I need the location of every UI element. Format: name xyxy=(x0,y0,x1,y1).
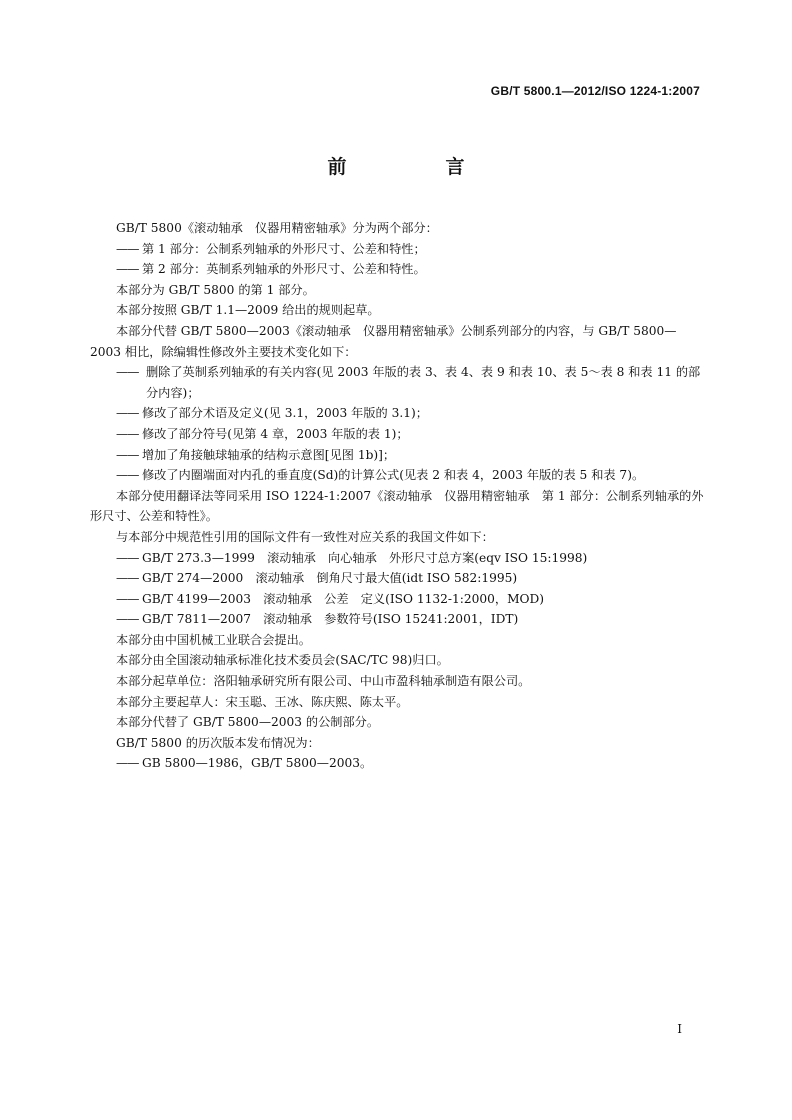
list-item-text: GB/T 4199—2003 滚动轴承 公差 定义(ISO 1132-1:2000，MOD) xyxy=(142,591,545,606)
list-item-text: 增加了角接触球轴承的结构示意图[见图 1b)]； xyxy=(142,447,396,462)
list-item xyxy=(90,548,705,569)
list-item-text: GB/T 274—2000 滚动轴承 倒角尺寸最大值(idt ISO 582:1995) xyxy=(142,571,518,586)
dash-bullet xyxy=(116,609,142,630)
list-item-text: 第 2 部分：英制系列轴承的外形尺寸、公差和特性。 xyxy=(142,262,426,277)
list-item-text: GB/T 7811—2007 滚动轴承 参数符号(ISO 15241:2001，IDT) xyxy=(142,612,519,627)
dash-bullet xyxy=(116,424,142,445)
dash-bullet xyxy=(116,568,142,589)
list-item xyxy=(90,445,705,466)
paragraph: 本部分为 GB/T 5800 的第 1 部分。 xyxy=(116,282,315,297)
foreword-body xyxy=(90,218,705,774)
page-number: I xyxy=(677,1022,682,1036)
paragraph: GB/T 5800《滚动轴承 仪器用精密轴承》分为两个部分： xyxy=(116,221,438,235)
list-item xyxy=(90,753,705,774)
dash-bullet xyxy=(116,445,142,466)
list-item-text: 第 1 部分：公制系列轴承的外形尺寸、公差和特性； xyxy=(142,241,426,256)
standard-number: GB/T 5800.1—2012/ISO 1224-1:2007 xyxy=(490,84,700,98)
paragraph: 与本部分中规范性引用的国际文件有一致性对应关系的我国文件如下： xyxy=(116,529,494,544)
list-item xyxy=(90,568,705,589)
paragraph: 本部分由全国滚动轴承标准化技术委员会(SAC/TC 98)归口。 xyxy=(116,653,449,668)
list-item xyxy=(90,259,705,280)
list-item-text: 修改了部分符号(见第 4 章，2003 年版的表 1)； xyxy=(142,426,409,441)
list-item-text: GB/T 273.3—1999 滚动轴承 向心轴承 外形尺寸总方案(eqv ISO 15:1998) xyxy=(142,550,588,565)
dash-bullet xyxy=(116,465,142,486)
dash-bullet xyxy=(116,259,142,280)
list-item xyxy=(90,465,705,486)
dash-bullet xyxy=(116,753,142,774)
paragraph: GB/T 5800 的历次版本发布情况为： xyxy=(116,735,320,750)
paragraph: 本部分主要起草人：宋玉聪、王冰、陈庆熙、陈太平。 xyxy=(116,694,409,709)
list-item xyxy=(90,589,705,610)
list-item-text: 修改了部分术语及定义(见 3.1，2003 年版的 3.1)； xyxy=(142,406,428,421)
paragraph: 本部分代替了 GB/T 5800—2003 的公制部分。 xyxy=(116,715,380,730)
list-item-text: GB 5800—1986，GB/T 5800—2003。 xyxy=(142,756,373,771)
paragraph: 本部分按照 GB/T 1.1—2009 给出的规则起草。 xyxy=(116,303,380,318)
dash-bullet xyxy=(116,362,146,383)
list-item-text: 删除了英制系列轴承的有关内容(见 2003 年版的表 3、表 4、表 9 和表 10、表 5～表 8 和表 11 的部分内容)； xyxy=(146,365,701,400)
paragraph: 本部分起草单位：洛阳轴承研究所有限公司、中山市盈科轴承制造有限公司。 xyxy=(116,674,531,689)
dash-bullet xyxy=(116,403,142,424)
paragraph: 本部分使用翻译法等同采用 ISO 1224-1:2007《滚动轴承 仪器用精密轴承 第 1 部分：公制系列轴承的外形尺寸、公差和特性》。 xyxy=(90,488,704,524)
list-item xyxy=(90,403,705,424)
list-item xyxy=(90,424,705,445)
list-item xyxy=(90,239,705,260)
paragraph: 本部分由中国机械工业联合会提出。 xyxy=(116,632,311,647)
dash-bullet xyxy=(116,548,142,569)
list-item xyxy=(90,362,705,403)
list-item-text: 修改了内圈端面对内孔的垂直度(Sd)的计算公式(见表 2 和表 4，2003 年版的表 5 和表 7)。 xyxy=(142,468,645,483)
paragraph: 本部分代替 GB/T 5800—2003《滚动轴承 仪器用精密轴承》公制系列部分的内容，与 GB/T 5800—2003 相比，除编辑性修改外主要技术变化如下： xyxy=(90,323,677,359)
dash-bullet xyxy=(116,239,142,260)
page-title: 前 言 xyxy=(327,156,505,178)
list-item xyxy=(90,609,705,630)
dash-bullet xyxy=(116,589,142,610)
